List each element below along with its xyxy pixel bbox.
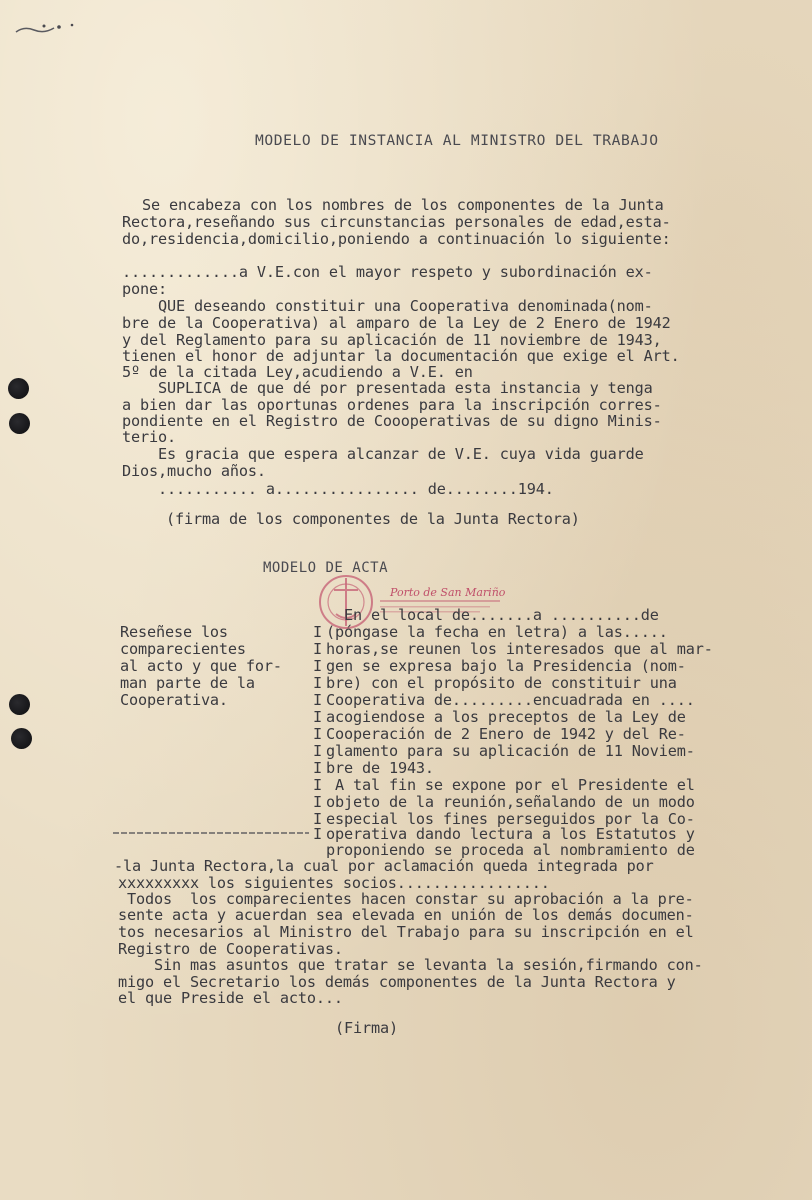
petition-line-4: bre de la Cooperativa) al amparo de la Ley de 2 Enero de 1942 — [122, 314, 671, 332]
margin-divider — [113, 832, 309, 834]
closing-line-4: sente acta y acuerdan sea elevada en unión de los demás documen- — [118, 906, 694, 924]
acta-note-line-4: man parte de la — [120, 674, 255, 692]
acta-line-15: proponiendo se proceda al nombramiento de — [326, 841, 695, 859]
petition-line-1: .............a V.E.con el mayor respeto y subordinación ex- — [122, 263, 653, 281]
closing-line-8: migo el Secretario los demás componentes de la Junta Rectora y — [118, 973, 676, 991]
acta-line-2: (póngase la fecha en letra) a las..... — [326, 623, 668, 641]
acta-line-5: bre) con el propósito de constituir una — [326, 674, 677, 692]
intro-line-1: Se encabeza con los nombres de los componentes de la Junta — [142, 196, 664, 214]
acta-line-3: horas,se reunen los interesados que al mar- — [326, 640, 713, 658]
margin-marker: I — [313, 623, 322, 641]
acta-note-line-2: comparecientes — [120, 640, 246, 658]
margin-marker: I — [313, 725, 322, 743]
acta-note-line-1: Reseñese los — [120, 623, 228, 641]
acta-line-12: objeto de la reunión,señalando de un modo — [326, 793, 695, 811]
margin-marker: I — [313, 793, 322, 811]
ink-smudge — [14, 18, 74, 40]
petition-line-13: Dios,mucho años. — [122, 462, 266, 480]
petition-line-3: QUE deseando constituir una Cooperativa denominada(nom- — [122, 297, 653, 315]
acta-line-13: especial los fines perseguidos por la Co- — [326, 810, 695, 828]
petition-line-11: terio. — [122, 428, 176, 446]
petition-date-line: ........... a................ de........194. — [122, 480, 554, 498]
stamp-text: Porto de San Mariño — [390, 586, 506, 599]
acta-line-6: Cooperativa de.........encuadrada en .... — [326, 691, 695, 709]
intro-line-3: do,residencia,domicilio,poniendo a continuación lo siguiente: — [122, 230, 671, 248]
acta-line-11: A tal fin se expone por el Presidente el — [326, 776, 695, 794]
acta-line-9: glamento para su aplicación de 11 Noviem- — [326, 742, 695, 760]
margin-marker: I — [313, 657, 322, 675]
petition-line-2: pone: — [122, 280, 167, 298]
acta-line-10: bre de 1943. — [326, 759, 434, 777]
petition-line-12: Es gracia que espera alcanzar de V.E. cuya vida guarde — [122, 445, 644, 463]
margin-marker: I — [313, 640, 322, 658]
closing-line-2: xxxxxxxxx los siguientes socios................. — [118, 874, 550, 892]
petition-line-5: y del Reglamento para su aplicación de 11 noviembre de 1943, — [122, 331, 662, 349]
signature-note: (firma de los componentes de la Junta Rectora) — [166, 510, 580, 528]
document-title: MODELO DE INSTANCIA AL MINISTRO DEL TRABAJO — [255, 132, 659, 149]
closing-line-3: Todos los comparecientes hacen constar su aprobación a la pre- — [118, 890, 694, 908]
acta-line-8: Cooperación de 2 Enero de 1942 y del Re- — [326, 725, 686, 743]
acta-note-line-5: Cooperativa. — [120, 691, 228, 709]
closing-line-1: -la Junta Rectora,la cual por aclamación queda integrada por — [114, 857, 654, 875]
binder-hole-2 — [9, 413, 30, 434]
acta-note-line-3: al acto y que for- — [120, 657, 282, 675]
binder-hole-4 — [11, 728, 32, 749]
acta-line-4: gen se expresa bajo la Presidencia (nom- — [326, 657, 686, 675]
margin-marker: I — [313, 810, 322, 828]
intro-line-2: Rectora,reseñando sus circunstancias personales de edad,esta- — [122, 213, 671, 231]
closing-line-7: Sin mas asuntos que tratar se levanta la sesión,firmando con- — [118, 956, 703, 974]
margin-marker: I — [313, 825, 322, 843]
closing-line-6: Registro de Cooperativas. — [118, 940, 343, 958]
margin-marker: I — [313, 759, 322, 777]
petition-line-6: tienen el honor de adjuntar la documentación que exige el Art. — [122, 347, 680, 365]
closing-line-9: el que Preside el acto... — [118, 989, 343, 1007]
binder-hole-3 — [9, 694, 30, 715]
petition-line-7: 5º de la citada Ley,acudiendo a V.E. en — [122, 363, 473, 381]
acta-line-1: En el local de.......a ..........de — [326, 606, 659, 624]
firma-label: (Firma) — [335, 1019, 398, 1037]
margin-marker: I — [313, 776, 322, 794]
acta-title: MODELO DE ACTA — [263, 560, 389, 576]
petition-line-8: SUPLICA de que dé por presentada esta instancia y tenga — [122, 379, 653, 397]
binder-hole-1 — [8, 378, 29, 399]
margin-marker: I — [313, 674, 322, 692]
acta-line-14: operativa dando lectura a los Estatutos y — [326, 825, 695, 843]
acta-line-7: acogiendose a los preceptos de la Ley de — [326, 708, 686, 726]
margin-marker: I — [313, 691, 322, 709]
closing-line-5: tos necesarios al Ministro del Trabajo para su inscripción en el — [118, 923, 694, 941]
petition-line-10: pondiente en el Registro de Coooperativas de su digno Minis- — [122, 412, 662, 430]
petition-line-9: a bien dar las oportunas ordenes para la inscripción corres- — [122, 396, 662, 414]
margin-marker: I — [313, 708, 322, 726]
margin-marker: I — [313, 742, 322, 760]
